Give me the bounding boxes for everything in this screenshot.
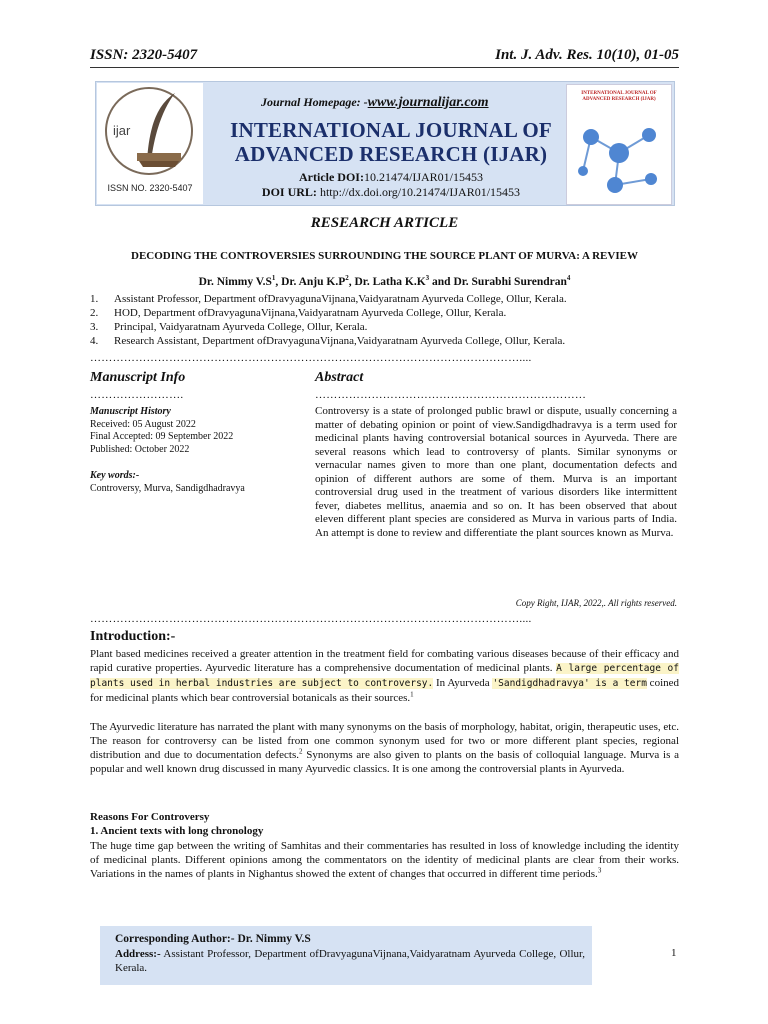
running-header bbox=[90, 47, 679, 67]
article-title: DECODING THE CONTROVERSIES SURROUNDING THE SOURCE PLANT OF MURVA: A REVIEW bbox=[131, 250, 638, 262]
logo-issn: ISSN NO. 2320-5407 bbox=[107, 183, 193, 193]
highlighted-text: A large percentage of plants used in herbal industries are subject to controversy. bbox=[90, 663, 679, 689]
citation-sup: 1 bbox=[410, 690, 414, 699]
keywords: Controversy, Murva, Sandigdhadravya bbox=[90, 482, 245, 494]
journal-title bbox=[216, 118, 566, 166]
address-text: Assistant Professor, Department ofDravyagunaVijnana,Vaidyaratnam Ayurveda College, Ollur, Kerala. bbox=[115, 948, 585, 974]
article-type: RESEARCH ARTICLE bbox=[310, 215, 459, 231]
author-separator: and bbox=[429, 276, 454, 288]
journal-title-line1: INTERNATIONAL JOURNAL OF bbox=[230, 118, 552, 142]
affiliation-list bbox=[90, 292, 679, 348]
corresponding-author-title: Corresponding Author:- Dr. Nimmy V.S bbox=[115, 933, 311, 945]
section-separator: …………………………………………………………………………………………………….... bbox=[90, 613, 532, 625]
journal-cover-image bbox=[566, 84, 672, 205]
author: Dr. Latha K.K bbox=[354, 276, 426, 288]
text-run: In Ayurveda bbox=[433, 677, 493, 689]
text-run: The Ayurvedic literature has narrated the plant with many synonyms on the basis of morphology, habitat, origin, therapeutic uses, etc. The reason for controversy can be listed from one common synonym used for two or more different plant species, regional distribution and due to documentation defects. bbox=[90, 721, 679, 761]
history-label: Manuscript History bbox=[90, 406, 171, 417]
affiliation-item bbox=[90, 320, 679, 334]
intro-paragraph-1 bbox=[90, 647, 679, 705]
doi-value: 10.21474/IJAR01/15453 bbox=[363, 170, 483, 184]
header-rule bbox=[90, 67, 679, 68]
affiliation-number: 3. bbox=[90, 321, 99, 333]
abstract-heading: Abstract bbox=[315, 370, 364, 385]
affiliation-number: 4. bbox=[90, 335, 99, 347]
text-run: The huge time gap between the writing of Samhitas and their commentaries has resulted in loss of knowledge including the identity of medicinal plants. Different opinions among the commentators on the identity of medicinal plants are clear from their works. Variations in the names of plants in Nighantus showed the extent of changes that occurred in different time periods. bbox=[90, 840, 679, 880]
citation-sup: 2 bbox=[299, 747, 303, 756]
citation-header: Int. J. Adv. Res. 10(10), 01-05 bbox=[495, 47, 679, 63]
affiliation-text: Research Assistant, Department ofDravyagunaVijnana,Vaidyaratnam Ayurveda College, Ollur, Kerala. bbox=[114, 335, 566, 347]
text-run: coined for medicinal plants which bear controversial botanicals as their sources. bbox=[90, 677, 680, 704]
reason-1-paragraph bbox=[90, 839, 679, 881]
doi-block bbox=[216, 170, 566, 200]
section-separator: …………………………………………………………………………………………………….... bbox=[90, 352, 532, 364]
corresponding-address bbox=[115, 948, 585, 975]
corresponding-author-box bbox=[100, 926, 592, 985]
manuscript-info-heading: Manuscript Info bbox=[90, 370, 186, 385]
intro-paragraph-2 bbox=[90, 720, 679, 776]
affiliation-text: Principal, Vaidyaratnam Ayurveda College, Ollur, Kerala. bbox=[114, 321, 368, 333]
issn-header: ISSN: 2320-5407 bbox=[90, 47, 198, 63]
affiliation-number: 2. bbox=[90, 307, 99, 319]
quill-icon bbox=[135, 91, 185, 171]
page-number: 1 bbox=[671, 947, 677, 959]
author: Dr. Surabhi Surendran bbox=[453, 276, 567, 288]
highlighted-text: 'Sandigdhadravya' is a term bbox=[492, 678, 647, 689]
address-label: Address:- bbox=[115, 948, 161, 960]
author: Dr. Anju K.P bbox=[281, 276, 346, 288]
manuscript-info bbox=[90, 406, 300, 495]
journal-banner bbox=[95, 81, 675, 206]
author-affil-sup: 2 bbox=[345, 274, 349, 283]
accepted-date: Final Accepted: 09 September 2022 bbox=[90, 431, 234, 442]
affiliation-item bbox=[90, 306, 679, 320]
introduction-heading: Introduction:- bbox=[90, 629, 176, 644]
homepage-link[interactable]: www.journalijar.com bbox=[367, 95, 489, 110]
author-affil-sup: 4 bbox=[566, 274, 571, 283]
doi-label: Article DOI: bbox=[299, 170, 364, 184]
homepage-label: Journal Homepage: - bbox=[261, 95, 368, 109]
author-separator: , bbox=[348, 276, 355, 288]
keywords-label: Key words:- bbox=[90, 470, 140, 481]
affiliation-text: Assistant Professor, Department ofDravyagunaVijnana,Vaidyaratnam Ayurveda College, Ollur, Kerala. bbox=[114, 293, 567, 305]
text-run: Synonyms are also given to plants on the basis of colloquial language. Murva is a popular and well known drug discussed in many Ayurvedic classics. It is one among the controversial plants in Ayurveda. bbox=[90, 749, 679, 775]
author-separator: , bbox=[275, 276, 282, 288]
received-date: Received: 05 August 2022 bbox=[90, 418, 196, 430]
citation-sup: 3 bbox=[597, 866, 602, 875]
manuscript-separator: ……………………. bbox=[90, 389, 184, 401]
logo-text: ijar bbox=[113, 123, 131, 138]
author: Dr. Nimmy V.S bbox=[198, 276, 272, 288]
doi-url-label: DOI URL: bbox=[261, 185, 317, 199]
author-affil-sup: 3 bbox=[425, 274, 430, 283]
cover-title: INTERNATIONAL JOURNAL OF ADVANCED RESEARCH (IJAR) bbox=[581, 91, 657, 102]
journal-homepage bbox=[261, 95, 489, 111]
doi-url-link[interactable]: http://dx.doi.org/10.21474/IJAR01/15453 bbox=[319, 185, 521, 199]
affiliation-number: 1. bbox=[90, 293, 99, 305]
abstract-text: Controversy is a state of prolonged public brawl or dispute, usually concerning a matter of debating opinion or point of view.Sandigdhadravya is a term used for medicinal plants having controversial botanical sources in Ayurveda. There are several reasons which lead to controversy of plants. Similar synonyms or vernacular names given to more than one plant, documentation defects and opinion of different authors are some of them. Murva is an important controversial drug used in the treatment of various disorders like intermittent fever, diabetes mellitus, anaemia and so on. It has been observed that about eleven different plant species are considered as Murva in various parts of India. An attempt is done to review and differentiate the plant sources known as Murva. bbox=[315, 405, 677, 539]
text-run: Plant based medicines received a greater attention in the treatment field for combating various diseases because of their efficacy and rapid curative properties. Ayurvedic literature has a comprehensive documentation of medicinal plants. bbox=[90, 648, 679, 674]
molecule-icon bbox=[571, 107, 667, 201]
published-date: Published: October 2022 bbox=[90, 443, 190, 455]
affiliation-item bbox=[90, 334, 679, 348]
journal-title-line2: ADVANCED RESEARCH (IJAR) bbox=[234, 142, 548, 166]
journal-logo bbox=[97, 83, 203, 204]
affiliation-text: HOD, Department ofDravyagunaVijnana,Vaidyaratnam Ayurveda College, Ollur, Kerala. bbox=[114, 307, 507, 319]
author-list bbox=[90, 276, 679, 288]
author-affil-sup: 1 bbox=[271, 274, 276, 283]
reasons-heading: Reasons For Controversy bbox=[90, 811, 210, 823]
copyright: Copy Right, IJAR, 2022,. All rights reserved. bbox=[515, 598, 677, 608]
reason-1-heading: 1. Ancient texts with long chronology bbox=[90, 825, 264, 837]
affiliation-item bbox=[90, 292, 679, 306]
abstract-separator: ……………………………………………………………… bbox=[315, 389, 587, 401]
